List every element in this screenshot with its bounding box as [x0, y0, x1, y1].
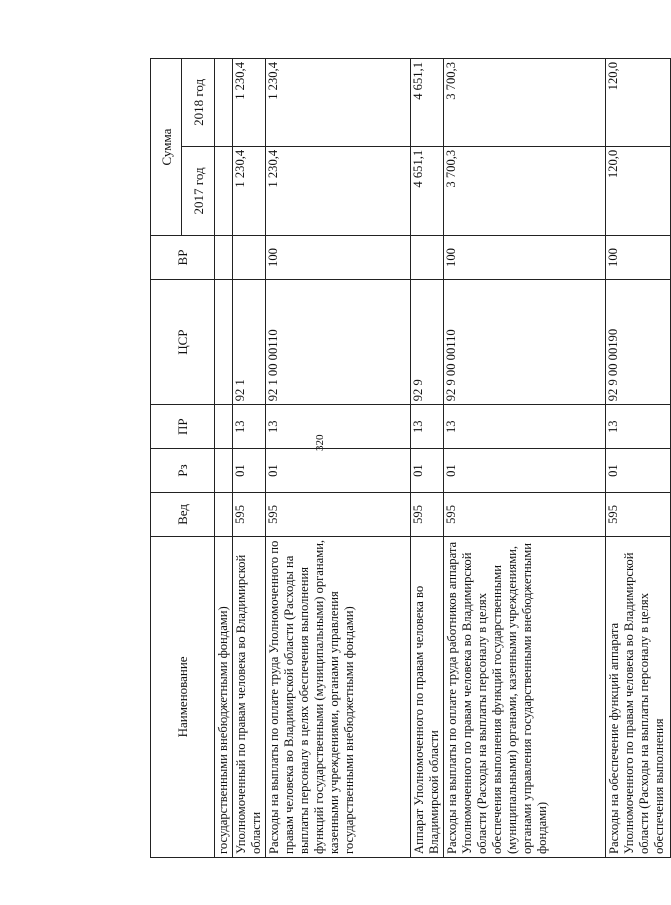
cell-sum-2017: 1 230,4	[233, 146, 266, 235]
cell-ved: 595	[444, 492, 606, 536]
header-rz: Рз	[151, 449, 215, 493]
cell-sum-2018: 1 230,4	[233, 59, 266, 147]
cell-vr	[215, 236, 233, 280]
cell-name: Расходы на выплаты по оплате труда Уполномоченного по правам человека во Владимирской области (Расходы на выплаты персоналу в целях обеспечения выполнения функций государственными (муниципальными) органами, казенными учреждениями, органами управления государственными внебюджетными фондами)	[266, 536, 411, 857]
cell-csr	[215, 279, 233, 404]
budget-table-rotated	[150, 58, 666, 858]
cell-name: государственными внебюджетными фондами)	[215, 536, 233, 857]
cell-vr: 100	[266, 236, 411, 280]
cell-ved: 595	[233, 492, 266, 536]
table-row	[444, 59, 606, 858]
cell-rz: 01	[606, 449, 671, 493]
cell-ved: 595	[266, 492, 411, 536]
cell-name: Уполномоченный по правам человека во Владимирской области	[233, 536, 266, 857]
cell-vr	[233, 236, 266, 280]
cell-sum-2017: 120,0	[606, 146, 671, 235]
header-ved: Вед	[151, 492, 215, 536]
cell-ved	[215, 492, 233, 536]
table-row	[215, 59, 233, 858]
cell-rz: 01	[233, 449, 266, 493]
cell-sum-2018: 3 700,3	[444, 59, 606, 147]
header-pr: ПР	[151, 405, 215, 449]
cell-sum-2018: 4 651,1	[411, 59, 444, 147]
page-number: 320	[314, 434, 326, 451]
cell-pr: 13	[266, 405, 411, 449]
cell-name: Расходы на обеспечение функций аппарата Уполномоченного по правам человека во Владимирской области (Расходы на выплаты персоналу в целях обеспечения выполнения	[606, 536, 671, 857]
cell-csr: 92 9	[411, 279, 444, 404]
cell-name: Расходы на выплаты по оплате труда работников аппарата Уполномоченного по правам человека во Владимирской области (Расходы на выплаты персоналу в целях обеспечения выполнения функций государственными (муниципальными) органами, казенными учреждениями, органами управления государственными внебюджетными фондами)	[444, 536, 606, 857]
cell-pr: 13	[233, 405, 266, 449]
cell-pr	[215, 405, 233, 449]
cell-pr: 13	[411, 405, 444, 449]
cell-sum-2017: 1 230,4	[266, 146, 411, 235]
cell-vr: 100	[444, 236, 606, 280]
cell-sum-2018: 1 230,4	[266, 59, 411, 147]
cell-csr: 92 9 00 00190	[606, 279, 671, 404]
cell-csr: 92 1	[233, 279, 266, 404]
budget-table	[150, 58, 671, 858]
header-name: Наименование	[151, 536, 215, 857]
header-csr: ЦСР	[151, 279, 215, 404]
cell-vr: 100	[606, 236, 671, 280]
table-row	[233, 59, 266, 858]
header-vr: ВР	[151, 236, 215, 280]
header-sum: Сумма	[151, 59, 182, 236]
cell-sum-2018	[215, 59, 233, 147]
cell-sum-2018: 120,0	[606, 59, 671, 147]
cell-csr: 92 9 00 00110	[444, 279, 606, 404]
cell-pr: 13	[606, 405, 671, 449]
cell-ved: 595	[606, 492, 671, 536]
table-row	[411, 59, 444, 858]
cell-rz: 01	[444, 449, 606, 493]
cell-ved: 595	[411, 492, 444, 536]
cell-pr: 13	[444, 405, 606, 449]
table-row	[606, 59, 671, 858]
cell-rz	[215, 449, 233, 493]
table-row	[266, 59, 411, 858]
cell-sum-2017	[215, 146, 233, 235]
cell-vr	[411, 236, 444, 280]
cell-rz: 01	[411, 449, 444, 493]
header-2018: 2018 год	[182, 59, 215, 147]
cell-sum-2017: 3 700,3	[444, 146, 606, 235]
cell-rz: 01	[266, 449, 411, 493]
cell-sum-2017: 4 651,1	[411, 146, 444, 235]
cell-name: Аппарат Уполномоченного по правам человека во Владимирской области	[411, 536, 444, 857]
cell-csr: 92 1 00 00110	[266, 279, 411, 404]
header-2017: 2017 год	[182, 146, 215, 235]
